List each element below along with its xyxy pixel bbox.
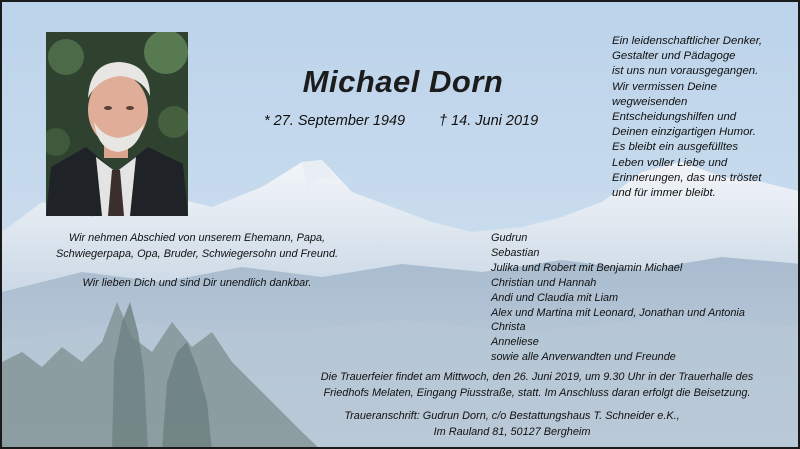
mourning-address: Traueranschrift: Gudrun Dorn, c/o Bestattungshaus T. Schneider e.K., Im Rauland 81, 50127 Bergheim xyxy=(344,410,680,438)
mourner-item: sowie alle Anverwandten und Freunde xyxy=(491,351,676,364)
mourner-item: Alex und Martina mit Leonard, Jonathan und Antonia xyxy=(491,306,745,319)
memorial-poem: Ein leidenschaftlicher Denker, Gestalter und Pädagoge ist uns nun vorausgegangen. Wir vermissen Deine wegweisenden Entscheidungshilfen und Deinen einzigartigen Humor. Es bleibt ein ausgefülltes Leben voller Liebe und Erinnerungen, das uns tröstet und für immer bleibt. xyxy=(612,35,763,200)
mourners-list xyxy=(491,231,796,365)
mourner-item: Andi und Claudia mit Liam xyxy=(491,291,619,304)
death-date: † 14. Juni 2019 xyxy=(439,113,539,129)
mourner-item: Gudrun xyxy=(491,232,528,244)
mourner-item: Christian und Hannah xyxy=(491,276,597,289)
deceased-name: Michael Dorn xyxy=(302,64,504,99)
mourner-item: Anneliese xyxy=(491,336,539,349)
mourner-item: Christa xyxy=(491,321,526,334)
birth-date: * 27. September 1949 xyxy=(264,113,406,129)
funeral-details: Die Trauerfeier findet am Mittwoch, den 26. Juni 2019, um 9.30 Uhr in der Trauerhalle des Friedhofs Melaten, Eingang Piusstraße, statt. Im Anschluss daran erfolgt die Beisetzung. xyxy=(320,371,754,399)
farewell-text: Wir nehmen Abschied von unserem Ehemann, Papa, Schwiegerpapa, Opa, Bruder, Schwiegersohn und Freund. xyxy=(55,232,339,260)
portrait-photo xyxy=(46,32,188,216)
mourner-item: Julika und Robert mit Benjamin Michael xyxy=(491,261,683,274)
love-line: Wir lieben Dich und sind Dir unendlich dankbar. xyxy=(82,277,312,289)
mourner-item: Sebastian xyxy=(491,246,540,259)
